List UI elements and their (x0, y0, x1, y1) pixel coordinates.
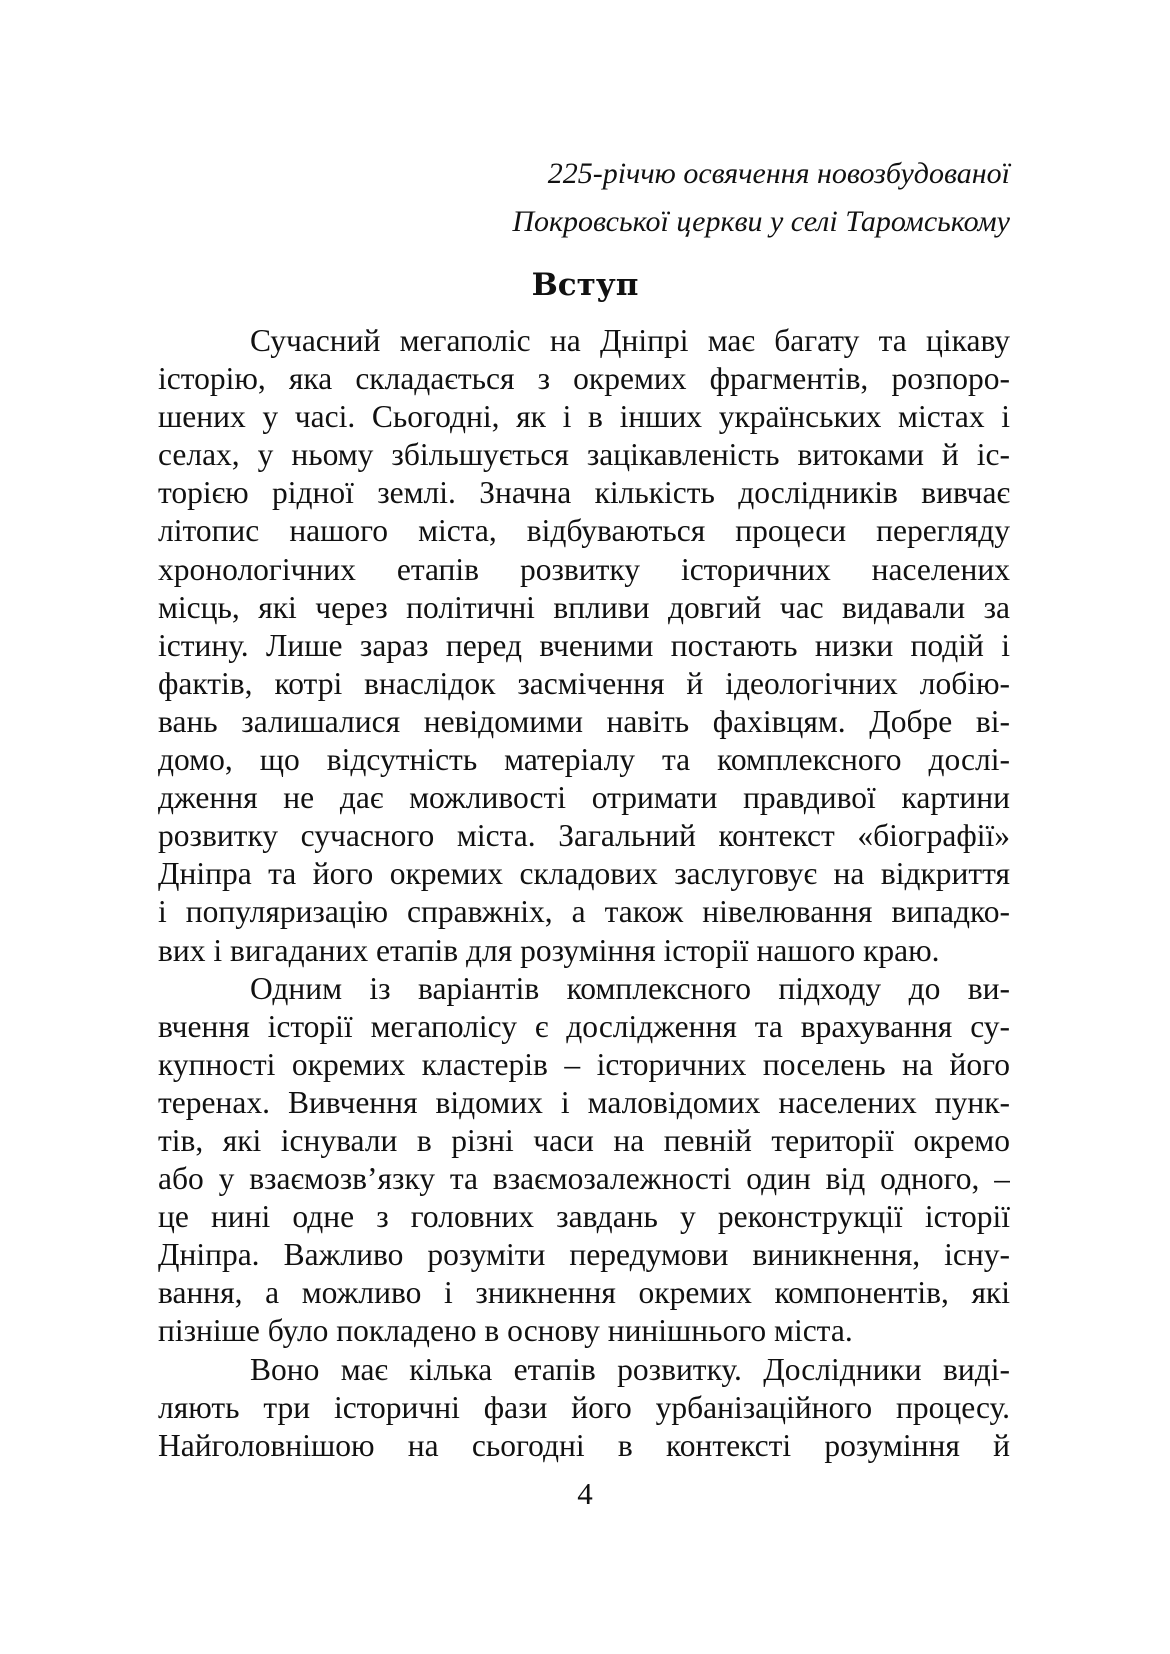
text-line: хронологічних етапів розвитку історичних населених (158, 551, 1010, 587)
text-line: торією рідної землі. Значна кількість дослідників вивчає (158, 475, 1010, 511)
page-number: 4 (577, 1476, 593, 1511)
text-line: літопис нашого міста, відбуваються процеси перегляду (158, 513, 1010, 549)
text-line: пізніше було покладено в основу нинішнього міста. (158, 1313, 853, 1349)
text-line: історію, яка складається з окремих фрагментів, розпоро- (158, 361, 1010, 397)
text-line: істину. Лише зараз перед вченими постають низки подій і (158, 627, 1010, 663)
text-line: купності окремих кластерів – історичних поселень на його (158, 1046, 1010, 1082)
text-line: вань залишалися невідомими навіть фахівцям. Добре ві- (158, 703, 1010, 739)
text-line: Одним із варіантів комплексного підходу до ви- (250, 970, 1010, 1006)
epigraph-line: Покровської церкви у селі Таромському (512, 205, 1010, 238)
text-line: Воно має кілька етапів розвитку. Дослідники виді- (250, 1351, 1010, 1387)
text-line: селах, у ньому збільшується зацікавленість витоками й іс- (158, 437, 1010, 473)
text-line: це нині одне з головних завдань у реконструкції історії (158, 1199, 1010, 1235)
text-line: і популяризацію справжніх, а також нівелювання випадко- (158, 894, 1010, 930)
text-line: Дніпра та його окремих складових заслуговує на відкриття (158, 856, 1010, 892)
text-line: фактів, котрі внаслідок засмічення й ідеологічних лобію- (158, 665, 1010, 701)
text-line: вання, а можливо і зникнення окремих компонентів, які (158, 1275, 1010, 1311)
section-heading: Вступ (531, 267, 639, 303)
text-line: або у взаємозв’язку та взаємозалежності один від одного, – (158, 1161, 1010, 1197)
text-line: тів, які існували в різні часи на певній території окремо (158, 1122, 1010, 1158)
text-line: розвитку сучасного міста. Загальний контекст «біографії» (158, 818, 1010, 854)
text-line: теренах. Вивчення відомих і маловідомих населених пунк- (158, 1084, 1010, 1120)
body-text (158, 322, 1010, 1465)
epigraph (310, 150, 1010, 246)
text-line: місць, які через політичні впливи довгий час видавали за (158, 589, 1010, 625)
epigraph-line: 225-річчю освячення новозбудованої (547, 157, 1010, 190)
text-line: дження не дає можливості отримати правдивої картини (158, 780, 1010, 816)
text-line: Сучасний мегаполіс на Дніпрі має багату та цікаву (250, 323, 1010, 358)
text-line: ляють три історичні фази його урбанізаційного процесу. (158, 1389, 1010, 1425)
text-line: вих і вигаданих етапів для розуміння історії нашого краю. (158, 932, 940, 968)
text-line: шених у часі. Сьогодні, як і в інших українських містах і (158, 399, 1010, 435)
text-line: Дніпра. Важливо розуміти передумови виникнення, існу- (158, 1237, 1010, 1273)
text-line: Найголовнішою на сьогодні в контексті розуміння й (158, 1427, 1010, 1463)
text-line: домо, що відсутність матеріалу та комплексного дослі- (158, 742, 1010, 778)
text-line: вчення історії мегаполісу є дослідження та врахування су- (158, 1008, 1010, 1044)
